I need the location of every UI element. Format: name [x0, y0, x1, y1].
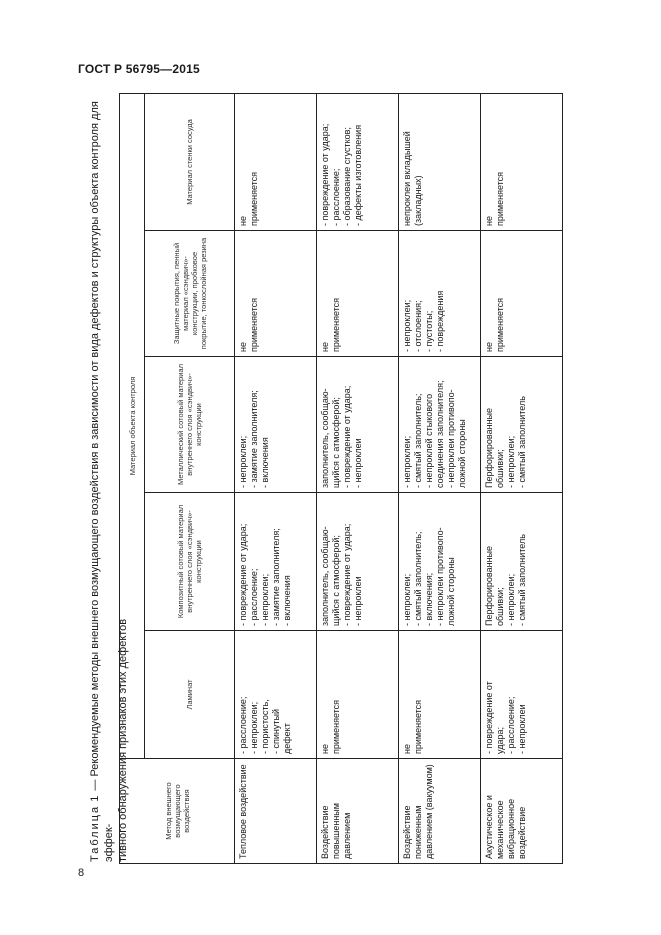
- defect-cell: [399, 357, 481, 493]
- defect-cell: [481, 93, 563, 230]
- cell-line: - непроклеи;: [249, 701, 259, 754]
- defects-table: [119, 93, 563, 864]
- cell-line: заполнитель, сообщаю-: [320, 526, 330, 626]
- cell-line: - непроклеи противопо-: [446, 389, 456, 488]
- cell-line: - замятие заполнителя;: [249, 390, 259, 488]
- defect-cell: [317, 631, 399, 759]
- defect-cell: [399, 93, 481, 230]
- cell-line: не: [238, 216, 248, 226]
- defect-cell: [317, 493, 399, 631]
- cell-line: - непроклеи;: [506, 435, 516, 488]
- cell-line: Перфорированные: [484, 407, 494, 488]
- caption-line-2: тивного обнаружения признаков этих дефектов: [117, 618, 129, 862]
- method-cell: Воздействие пониженным давлением (вакуумом): [399, 759, 481, 864]
- defect-cell: [235, 93, 317, 230]
- cell-line: - непроклеи;: [402, 435, 412, 488]
- cell-line: - повреждение от удара;: [320, 123, 330, 226]
- cell-line: - замятие заполнителя;: [271, 528, 281, 626]
- cell-line: - отслоения;: [413, 300, 423, 352]
- cell-line: удара;: [495, 727, 505, 754]
- cell-line: обшивки;: [495, 449, 505, 488]
- cell-line: - повреждения: [435, 290, 445, 352]
- defect-cell: [317, 93, 399, 230]
- cell-line: - расслоение;: [331, 168, 341, 226]
- cell-line: - повреждение от удара;: [238, 523, 248, 626]
- cell-line: применяется: [495, 297, 505, 352]
- cell-line: - дефекты изготовления: [353, 124, 363, 226]
- cell-line: - расслоение;: [506, 696, 516, 754]
- cell-line: не: [320, 342, 330, 352]
- cell-line: заполнитель, сообщаю-: [320, 388, 330, 488]
- table-header-row-2: [145, 93, 235, 863]
- cell-line: применяется: [495, 171, 505, 226]
- cell-line: - непроклеи;: [506, 573, 516, 626]
- cell-line: - расслоение;: [238, 696, 248, 754]
- cell-line: ложной стороны: [457, 419, 467, 488]
- rotated-table-block: [88, 94, 556, 864]
- cell-line: - непроклеи противопо-: [435, 527, 445, 626]
- defect-cell: [399, 631, 481, 759]
- cell-line: (закладных): [413, 175, 423, 226]
- defect-cell: [399, 231, 481, 357]
- cell-line: ложной стороны: [446, 557, 456, 626]
- header-col-vessel-wall: Материал стенки сосуда: [145, 93, 235, 230]
- table-row: [399, 93, 481, 863]
- cell-line: - смятый заполнитель: [517, 396, 527, 488]
- cell-line: - повреждение от удара;: [342, 523, 352, 626]
- cell-line: - непроклеи;: [260, 573, 270, 626]
- defect-cell: [235, 493, 317, 631]
- cell-line: - включения;: [424, 572, 434, 626]
- header-col-coatings: Защитные покрытия, пенный материал «сэндвич»-конструкции, пробковое покрытие, тонкослойная резина: [145, 231, 235, 357]
- cell-line: - смятый заполнитель;: [413, 393, 423, 488]
- header-col-laminate: Ламинат: [145, 631, 235, 759]
- cell-line: - непроклеи;: [402, 299, 412, 352]
- cell-line: - непроклеи;: [402, 573, 412, 626]
- cell-line: соединения заполнителя;: [435, 380, 445, 488]
- cell-line: щийся с атмосферой;: [331, 535, 341, 626]
- method-cell: Тепловое воздействие: [235, 759, 317, 864]
- page-number: 8: [78, 867, 85, 879]
- cell-line: применяется: [249, 171, 259, 226]
- cell-line: - смятый заполнитель: [517, 534, 527, 626]
- cell-line: применяется: [249, 297, 259, 352]
- cell-line: - повреждение от удара;: [342, 385, 352, 488]
- cell-line: - непроклей стыкового: [424, 393, 434, 488]
- cell-line: - образование сгустков;: [342, 127, 352, 226]
- defect-cell: [399, 493, 481, 631]
- cell-line: щийся с атмосферой;: [331, 397, 341, 488]
- table-caption: [88, 94, 129, 864]
- defect-cell: [317, 231, 399, 357]
- table-row: [235, 93, 317, 863]
- cell-line: обшивки;: [495, 587, 505, 626]
- cell-line: применяется: [331, 699, 341, 754]
- defect-cell: [235, 231, 317, 357]
- method-cell: Акустическое и механическое вибрационное воздействие: [481, 759, 563, 864]
- defect-cell: [235, 631, 317, 759]
- header-material-group: Материал объекта контроля: [120, 93, 145, 758]
- cell-line: - включения: [282, 575, 292, 626]
- cell-line: - спинутый: [271, 709, 281, 754]
- caption-line-1: — Рекомендуемые методы внешнего возмущающего воздействия в зависимости от вида дефектов и структуры объекта контроля для эффек-: [89, 101, 115, 862]
- cell-line: дефект: [282, 723, 292, 754]
- caption-label: Таблица: [89, 804, 101, 862]
- cell-line: не: [320, 744, 330, 754]
- cell-line: применяется: [413, 699, 423, 754]
- document-header: ГОСТ Р 56795—2015: [78, 62, 200, 76]
- defect-cell: [481, 357, 563, 493]
- caption-number: 1: [89, 793, 101, 802]
- defect-cell: [481, 231, 563, 357]
- cell-line: - пористость,: [260, 699, 270, 754]
- defect-cell: [481, 631, 563, 759]
- cell-line: - смятый заполнитель;: [413, 531, 423, 626]
- cell-line: не: [484, 216, 494, 226]
- cell-line: - непроклеи;: [238, 435, 248, 488]
- cell-line: - пустоты;: [424, 310, 434, 352]
- defect-cell: [317, 357, 399, 493]
- header-col-composite-honeycomb: Композитный сотовый материал внутреннего слоя «сэндвич»-конструкции: [145, 493, 235, 631]
- defect-cell: [481, 493, 563, 631]
- cell-line: - непроклеи: [517, 704, 527, 754]
- table-row: [481, 93, 563, 863]
- defect-cell: [235, 357, 317, 493]
- cell-line: не: [402, 744, 412, 754]
- cell-line: не: [484, 342, 494, 352]
- cell-line: не: [238, 342, 248, 352]
- cell-line: применяется: [331, 297, 341, 352]
- cell-line: - непроклеи: [353, 438, 363, 488]
- cell-line: Перфорированные: [484, 545, 494, 626]
- method-cell: Воздействие повышенным давлением: [317, 759, 399, 864]
- table-body: [235, 93, 563, 863]
- cell-line: непроклеи вкладышей: [402, 131, 412, 226]
- cell-line: - расслоение;: [249, 568, 259, 626]
- table-row: [317, 93, 399, 863]
- header-col-metal-honeycomb: Металлический сотовый материал внутреннего слоя «сэндвич»-конструкции: [145, 357, 235, 493]
- cell-line: - непроклеи: [353, 576, 363, 626]
- cell-line: - повреждение от: [484, 681, 494, 754]
- cell-line: - включения: [260, 437, 270, 488]
- header-method: Метод внешнего возмущающего воздействия: [120, 759, 235, 864]
